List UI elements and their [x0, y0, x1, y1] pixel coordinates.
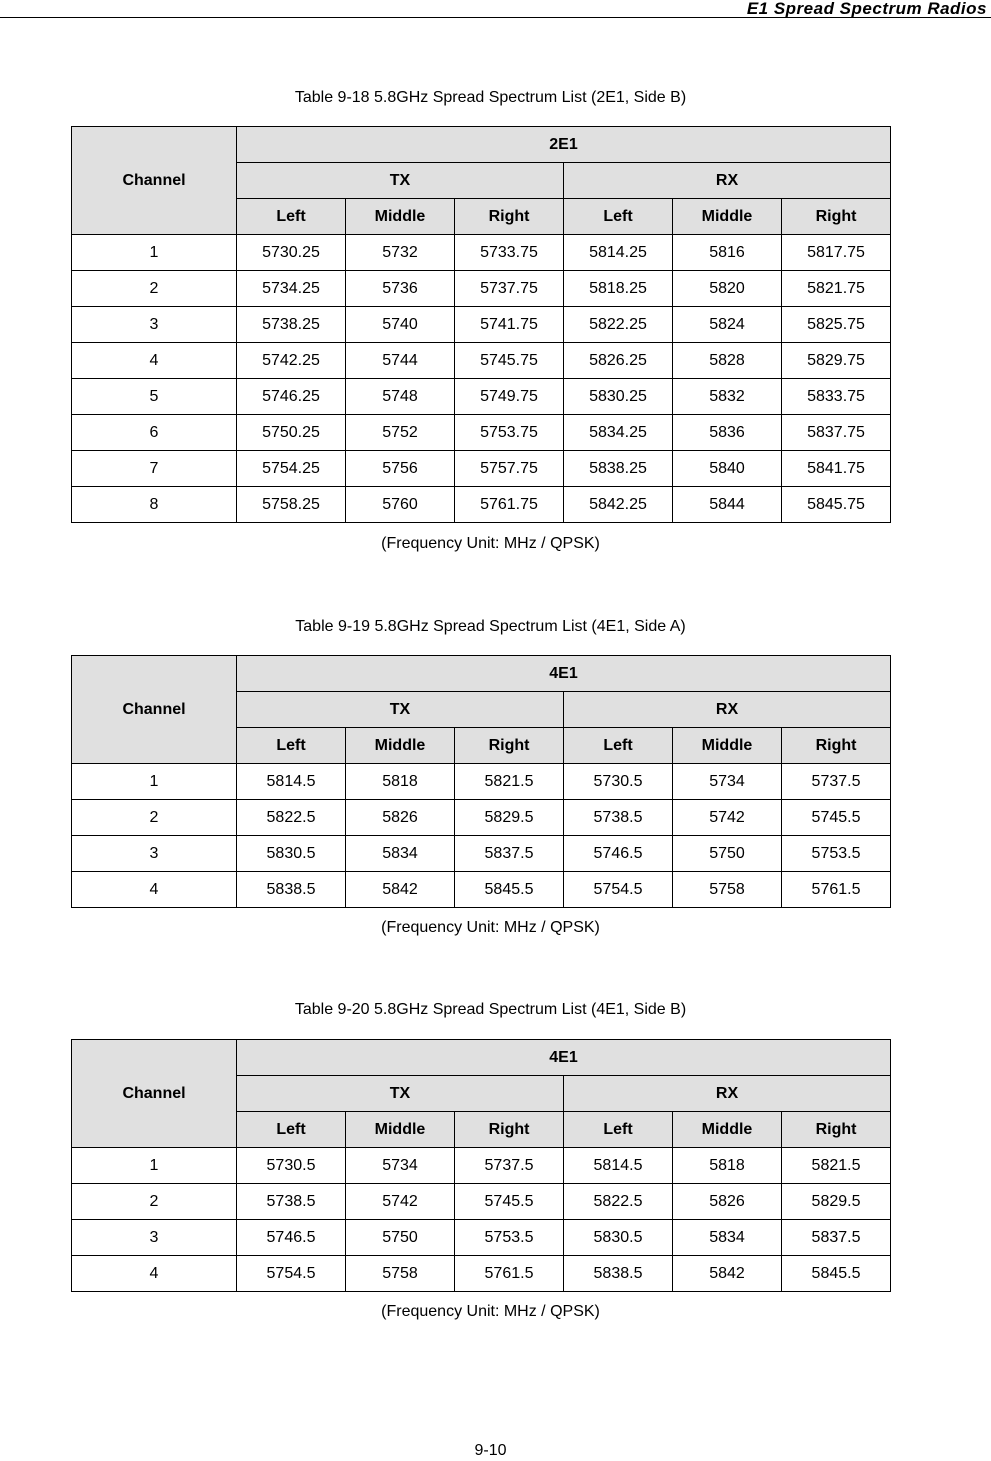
- frequency-cell: 5842: [673, 1256, 782, 1292]
- frequency-cell: 5753.5: [782, 836, 891, 872]
- channel-header: Channel: [72, 656, 237, 764]
- frequency-cell: 5837.75: [782, 415, 891, 451]
- frequency-cell: 5738.25: [237, 307, 346, 343]
- table-row: [72, 800, 891, 836]
- frequency-cell: 5749.75: [455, 379, 564, 415]
- table-row: [72, 836, 891, 872]
- group-header: 4E1: [237, 1040, 891, 1076]
- frequency-cell: 5753.75: [455, 415, 564, 451]
- sub-header: Left: [237, 199, 346, 235]
- sub-header: Right: [782, 728, 891, 764]
- frequency-cell: 5838.25: [564, 451, 673, 487]
- frequency-cell: 5734.25: [237, 271, 346, 307]
- frequency-cell: 5761.75: [455, 487, 564, 523]
- frequency-cell: 5750.25: [237, 415, 346, 451]
- frequency-cell: 5838.5: [237, 872, 346, 908]
- frequency-cell: 5730.5: [564, 764, 673, 800]
- frequency-cell: 5834: [673, 1220, 782, 1256]
- frequency-cell: 5737.75: [455, 271, 564, 307]
- frequency-cell: 5738.5: [564, 800, 673, 836]
- frequency-cell: 5734: [673, 764, 782, 800]
- channel-cell: 3: [72, 1220, 237, 1256]
- sub-header: Left: [564, 199, 673, 235]
- sub-header: Left: [237, 1112, 346, 1148]
- frequency-cell: 5845.5: [782, 1256, 891, 1292]
- table-row: [72, 415, 891, 451]
- sub-header: Right: [455, 199, 564, 235]
- table-caption: Table 9-19 5.8GHz Spread Spectrum List (4E1, Side A): [295, 618, 686, 635]
- frequency-cell: 5818: [673, 1148, 782, 1184]
- frequency-cell: 5817.75: [782, 235, 891, 271]
- channel-cell: 4: [72, 343, 237, 379]
- page-number: 9-10: [474, 1442, 507, 1459]
- sub-header: Middle: [346, 1112, 455, 1148]
- sub-header: Left: [564, 728, 673, 764]
- frequency-cell: 5738.5: [237, 1184, 346, 1220]
- frequency-cell: 5834.25: [564, 415, 673, 451]
- table-row: [72, 1184, 891, 1220]
- unit-note: (Frequency Unit: MHz / QPSK): [381, 1303, 600, 1320]
- frequency-cell: 5821.75: [782, 271, 891, 307]
- frequency-cell: 5756: [346, 451, 455, 487]
- rx-header: RX: [564, 1076, 891, 1112]
- frequency-cell: 5758.25: [237, 487, 346, 523]
- frequency-cell: 5745.5: [782, 800, 891, 836]
- tx-header: TX: [237, 163, 564, 199]
- channel-cell: 1: [72, 764, 237, 800]
- channel-cell: 4: [72, 872, 237, 908]
- frequency-cell: 5836: [673, 415, 782, 451]
- frequency-cell: 5830.5: [564, 1220, 673, 1256]
- frequency-cell: 5754.25: [237, 451, 346, 487]
- table-row: [72, 872, 891, 908]
- tx-header: TX: [237, 1076, 564, 1112]
- table-row: [72, 487, 891, 523]
- frequency-cell: 5761.5: [455, 1256, 564, 1292]
- sub-header: Right: [782, 1112, 891, 1148]
- frequency-cell: 5737.5: [455, 1148, 564, 1184]
- frequency-cell: 5830.25: [564, 379, 673, 415]
- header-row: [72, 127, 891, 163]
- channel-cell: 1: [72, 1148, 237, 1184]
- sub-header: Right: [782, 199, 891, 235]
- tx-header: TX: [237, 692, 564, 728]
- frequency-cell: 5825.75: [782, 307, 891, 343]
- table-row: [72, 343, 891, 379]
- page-header: [0, 0, 991, 18]
- table-caption: Table 9-18 5.8GHz Spread Spectrum List (2E1, Side B): [294, 89, 687, 106]
- frequency-cell: 5828: [673, 343, 782, 379]
- frequency-cell: 5746.5: [237, 1220, 346, 1256]
- frequency-cell: 5744: [346, 343, 455, 379]
- channel-header: Channel: [72, 127, 237, 235]
- sub-header: Middle: [673, 1112, 782, 1148]
- channel-cell: 7: [72, 451, 237, 487]
- group-header: 2E1: [237, 127, 891, 163]
- channel-header: Channel: [72, 1040, 237, 1148]
- frequency-cell: 5814.5: [564, 1148, 673, 1184]
- header-title: E1 Spread Spectrum Radios: [746, 0, 987, 18]
- frequency-table: [71, 655, 891, 908]
- frequency-cell: 5842.25: [564, 487, 673, 523]
- table-row: [72, 764, 891, 800]
- frequency-cell: 5741.75: [455, 307, 564, 343]
- frequency-cell: 5826: [346, 800, 455, 836]
- channel-cell: 5: [72, 379, 237, 415]
- sub-header: Right: [455, 728, 564, 764]
- frequency-cell: 5814.5: [237, 764, 346, 800]
- channel-cell: 3: [72, 307, 237, 343]
- frequency-cell: 5750: [346, 1220, 455, 1256]
- frequency-cell: 5758: [673, 872, 782, 908]
- frequency-cell: 5822.5: [564, 1184, 673, 1220]
- table-row: [72, 1220, 891, 1256]
- unit-note: (Frequency Unit: MHz / QPSK): [381, 535, 600, 552]
- frequency-cell: 5752: [346, 415, 455, 451]
- frequency-cell: 5732: [346, 235, 455, 271]
- frequency-cell: 5822.5: [237, 800, 346, 836]
- unit-note: (Frequency Unit: MHz / QPSK): [381, 919, 600, 936]
- frequency-table: [71, 126, 891, 523]
- table-row: [72, 307, 891, 343]
- frequency-cell: 5742: [673, 800, 782, 836]
- sub-header: Right: [455, 1112, 564, 1148]
- table-row: [72, 271, 891, 307]
- frequency-cell: 5844: [673, 487, 782, 523]
- sub-header: Middle: [673, 199, 782, 235]
- channel-cell: 2: [72, 800, 237, 836]
- frequency-cell: 5814.25: [564, 235, 673, 271]
- frequency-cell: 5821.5: [455, 764, 564, 800]
- frequency-cell: 5840: [673, 451, 782, 487]
- frequency-cell: 5754.5: [237, 1256, 346, 1292]
- frequency-cell: 5829.75: [782, 343, 891, 379]
- frequency-cell: 5842: [346, 872, 455, 908]
- frequency-cell: 5757.75: [455, 451, 564, 487]
- sub-header: Left: [564, 1112, 673, 1148]
- frequency-cell: 5761.5: [782, 872, 891, 908]
- frequency-cell: 5748: [346, 379, 455, 415]
- frequency-cell: 5742.25: [237, 343, 346, 379]
- frequency-cell: 5837.5: [455, 836, 564, 872]
- channel-cell: 4: [72, 1256, 237, 1292]
- frequency-cell: 5760: [346, 487, 455, 523]
- frequency-cell: 5826.25: [564, 343, 673, 379]
- frequency-cell: 5730.25: [237, 235, 346, 271]
- channel-cell: 6: [72, 415, 237, 451]
- frequency-cell: 5740: [346, 307, 455, 343]
- sub-header: Middle: [346, 728, 455, 764]
- rx-header: RX: [564, 163, 891, 199]
- table-row: [72, 379, 891, 415]
- frequency-cell: 5734: [346, 1148, 455, 1184]
- table-caption: Table 9-20 5.8GHz Spread Spectrum List (4E1, Side B): [294, 1001, 687, 1018]
- frequency-cell: 5837.5: [782, 1220, 891, 1256]
- header-row: [72, 1040, 891, 1076]
- sub-header: Middle: [673, 728, 782, 764]
- table-row: [72, 451, 891, 487]
- channel-cell: 3: [72, 836, 237, 872]
- frequency-cell: 5816: [673, 235, 782, 271]
- rx-header: RX: [564, 692, 891, 728]
- frequency-cell: 5730.5: [237, 1148, 346, 1184]
- frequency-cell: 5745.75: [455, 343, 564, 379]
- frequency-cell: 5845.75: [782, 487, 891, 523]
- table-row: [72, 1256, 891, 1292]
- frequency-cell: 5832: [673, 379, 782, 415]
- frequency-cell: 5829.5: [782, 1184, 891, 1220]
- frequency-cell: 5758: [346, 1256, 455, 1292]
- frequency-cell: 5818.25: [564, 271, 673, 307]
- frequency-cell: 5754.5: [564, 872, 673, 908]
- frequency-table: [71, 1039, 891, 1292]
- table-row: [72, 235, 891, 271]
- frequency-cell: 5821.5: [782, 1148, 891, 1184]
- frequency-cell: 5841.75: [782, 451, 891, 487]
- frequency-cell: 5745.5: [455, 1184, 564, 1220]
- sub-header: Left: [237, 728, 346, 764]
- frequency-cell: 5826: [673, 1184, 782, 1220]
- frequency-cell: 5733.75: [455, 235, 564, 271]
- frequency-cell: 5834: [346, 836, 455, 872]
- frequency-cell: 5830.5: [237, 836, 346, 872]
- frequency-cell: 5838.5: [564, 1256, 673, 1292]
- frequency-cell: 5753.5: [455, 1220, 564, 1256]
- frequency-cell: 5845.5: [455, 872, 564, 908]
- frequency-cell: 5737.5: [782, 764, 891, 800]
- channel-cell: 8: [72, 487, 237, 523]
- frequency-cell: 5824: [673, 307, 782, 343]
- channel-cell: 1: [72, 235, 237, 271]
- sub-header: Middle: [346, 199, 455, 235]
- frequency-cell: 5822.25: [564, 307, 673, 343]
- channel-cell: 2: [72, 1184, 237, 1220]
- frequency-cell: 5833.75: [782, 379, 891, 415]
- header-row: [72, 656, 891, 692]
- group-header: 4E1: [237, 656, 891, 692]
- frequency-cell: 5746.5: [564, 836, 673, 872]
- table-row: [72, 1148, 891, 1184]
- frequency-cell: 5818: [346, 764, 455, 800]
- frequency-cell: 5820: [673, 271, 782, 307]
- frequency-cell: 5829.5: [455, 800, 564, 836]
- channel-cell: 2: [72, 271, 237, 307]
- frequency-cell: 5736: [346, 271, 455, 307]
- frequency-cell: 5742: [346, 1184, 455, 1220]
- frequency-cell: 5746.25: [237, 379, 346, 415]
- frequency-cell: 5750: [673, 836, 782, 872]
